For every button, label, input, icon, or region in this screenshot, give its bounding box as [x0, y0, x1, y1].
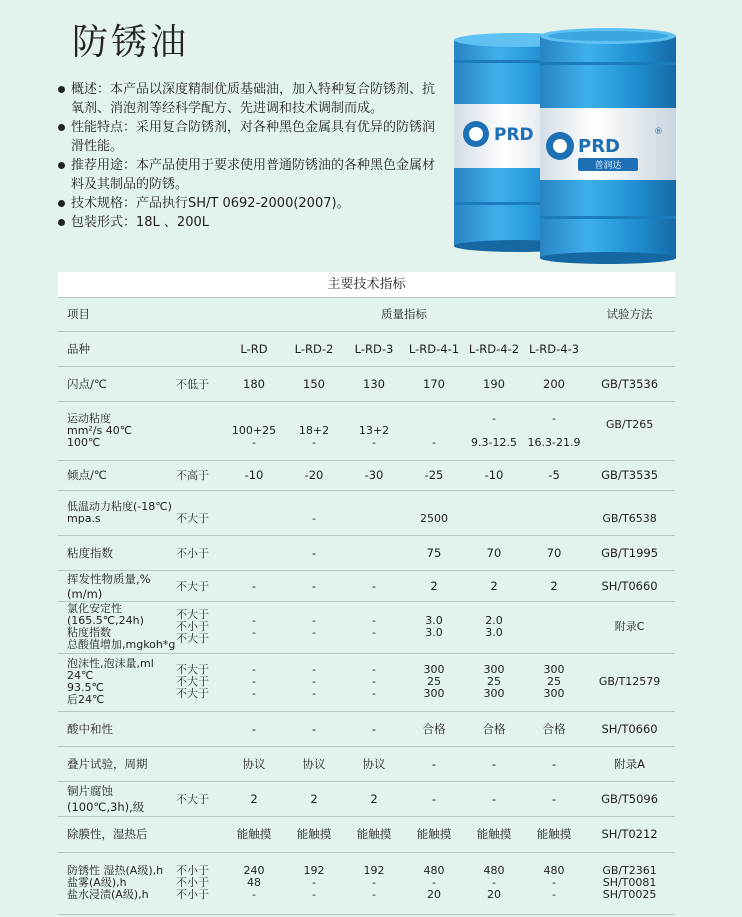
grade-cell: L-RD — [224, 331, 284, 366]
row-value: - — [224, 570, 284, 601]
row-item-label: 倾点/℃ — [58, 460, 176, 490]
row-value: 合格 — [404, 711, 464, 746]
drum-front — [540, 28, 676, 264]
row-test-method: SH/T0212 — [584, 816, 675, 852]
row-condition: 不大于 — [176, 570, 224, 601]
row-value: 2.0 3.0 — [464, 601, 524, 653]
product-image-oil-drums — [448, 20, 678, 264]
row-value: 192 - - — [344, 852, 404, 914]
row-value: - — [404, 781, 464, 816]
row-test-method: 附录C — [584, 601, 675, 653]
row-value: 480 - 20 — [404, 852, 464, 914]
row-test-method: GB/T5096 — [584, 781, 675, 816]
row-value: 2 — [344, 781, 404, 816]
bullet-spec: 技术规格：产品执行SH/T 0692-2000(2007)。 — [58, 194, 438, 213]
row-value: 能触摸 — [224, 816, 284, 852]
row-value: -30 — [344, 460, 404, 490]
svg-text:普润达: 普润达 — [594, 161, 622, 171]
grade-cell: L-RD-4-3 — [524, 331, 584, 366]
row-value: - — [524, 746, 584, 781]
row-value: 2 — [464, 570, 524, 601]
svg-text:PRD: PRD — [494, 125, 534, 145]
row-value: 能触摸 — [344, 816, 404, 852]
table-row — [58, 816, 675, 852]
table-row — [58, 401, 675, 460]
row-value: - - - — [224, 653, 284, 711]
row-test-method: SH/T0660 — [584, 570, 675, 601]
bullet-dot — [58, 162, 65, 169]
row-test-method: GB/T12579 — [584, 653, 675, 711]
bullet-usage: 推荐用途：本产品使用于要求使用普通防锈油的各种黑色金属材料及其制品的防锈。 — [58, 156, 438, 194]
row-value: - — [284, 711, 344, 746]
row-value: - — [404, 401, 464, 460]
row-value: - - — [284, 601, 344, 653]
bullet-dot — [58, 200, 65, 207]
row-item-label: 氯化安定性(165.5℃,24h) 粘度指数 总酸值增加,mgkoh*g — [58, 601, 176, 653]
row-value: - 9.3-12.5 — [464, 401, 524, 460]
row-value: - — [464, 781, 524, 816]
row-value: 180 — [224, 366, 284, 401]
row-test-method: GB/T6538 — [584, 490, 675, 535]
product-description — [58, 80, 438, 232]
row-value: - — [464, 746, 524, 781]
row-value: 协议 — [344, 746, 404, 781]
page-title: 防锈油 — [72, 22, 190, 63]
row-condition — [176, 746, 224, 781]
row-condition: 不小于 不小于 不小于 — [176, 852, 224, 914]
row-value: 70 — [524, 535, 584, 570]
row-test-method: GB/T1995 — [584, 535, 675, 570]
row-value: - - - — [344, 653, 404, 711]
table-row — [58, 570, 675, 601]
grade-cell: L-RD-4-1 — [404, 331, 464, 366]
table-caption: 主要技术指标 — [58, 272, 675, 298]
row-value: - — [524, 781, 584, 816]
row-value: -10 — [464, 460, 524, 490]
table-row — [58, 653, 675, 711]
row-condition: 不低于 — [176, 366, 224, 401]
row-test-method: GB/T265 — [584, 401, 675, 460]
row-value: - - - — [284, 653, 344, 711]
row-test-method: GB/T2361 SH/T0081 SH/T0025 — [584, 852, 675, 914]
row-value: 480 - - — [524, 852, 584, 914]
row-value: 190 — [464, 366, 524, 401]
table-row — [58, 490, 675, 535]
row-item-label: 叠片试验，周期 — [58, 746, 176, 781]
row-value: - — [404, 746, 464, 781]
header-quality: 质量指标 — [224, 298, 584, 331]
grade-cell: L-RD-3 — [344, 331, 404, 366]
tech-spec-table — [58, 272, 675, 915]
table-row — [58, 460, 675, 490]
row-value: 能触摸 — [464, 816, 524, 852]
spec-table — [58, 298, 675, 915]
row-value: 130 — [344, 366, 404, 401]
row-condition: 不高于 — [176, 460, 224, 490]
row-value: 2 — [224, 781, 284, 816]
row-condition — [176, 711, 224, 746]
row-value: -5 — [524, 460, 584, 490]
row-item-label: 低温动力粘度(-18℃) mpa.s — [58, 490, 176, 535]
row-value: 150 — [284, 366, 344, 401]
row-value: 能触摸 — [284, 816, 344, 852]
row-value: 240 48 - — [224, 852, 284, 914]
header-method: 试验方法 — [584, 298, 675, 331]
row-value: 480 - 20 — [464, 852, 524, 914]
table-row — [58, 746, 675, 781]
row-condition — [176, 401, 224, 460]
svg-text:PRD: PRD — [578, 136, 620, 157]
row-value: 协议 — [224, 746, 284, 781]
row-item-label: 运动粘度 mm²/s 40℃ 100℃ — [58, 401, 176, 460]
row-value: 2 — [404, 570, 464, 601]
row-value — [224, 490, 284, 535]
bullet-features: 性能特点：采用复合防锈剂，对各种黑色金属具有优异的防锈润滑性能。 — [58, 118, 438, 156]
row-value: - — [284, 570, 344, 601]
row-value: - — [284, 535, 344, 570]
row-item-label: 除膜性，湿热后 — [58, 816, 176, 852]
row-value — [464, 490, 524, 535]
row-condition: 不大于 不小于 不大于 — [176, 601, 224, 653]
table-row — [58, 601, 675, 653]
row-value: - — [344, 570, 404, 601]
row-value — [344, 535, 404, 570]
row-value: 75 — [404, 535, 464, 570]
row-value: 170 — [404, 366, 464, 401]
row-condition: 不小于 — [176, 535, 224, 570]
grades-label: 品种 — [58, 331, 224, 366]
row-value — [344, 490, 404, 535]
row-condition: 不大于 不大于 不大于 — [176, 653, 224, 711]
bullet-packaging: 包装形式：18L 、200L — [58, 213, 438, 232]
row-value: 3.0 3.0 — [404, 601, 464, 653]
row-value: 300 25 300 — [464, 653, 524, 711]
bullet-dot — [58, 219, 65, 226]
row-condition: 不大于 — [176, 490, 224, 535]
bullet-dot — [58, 86, 65, 93]
row-value: 200 — [524, 366, 584, 401]
row-value: - 16.3-21.9 — [524, 401, 584, 460]
row-value — [524, 490, 584, 535]
row-item-label: 挥发性物质量,%(m/m) — [58, 570, 176, 601]
row-value: 合格 — [524, 711, 584, 746]
table-row — [58, 535, 675, 570]
row-item-label: 泡沫性,泡沫量,ml 24℃ 93.5℃ 后24℃ — [58, 653, 176, 711]
row-value: 协议 — [284, 746, 344, 781]
row-value: 13+2 - — [344, 401, 404, 460]
table-row — [58, 366, 675, 401]
grade-cell: L-RD-2 — [284, 331, 344, 366]
row-value — [224, 535, 284, 570]
row-value: 2500 — [404, 490, 464, 535]
row-value: 300 25 300 — [404, 653, 464, 711]
svg-text:®: ® — [654, 127, 663, 137]
row-value: - - — [344, 601, 404, 653]
row-value: - — [284, 490, 344, 535]
header-item: 项目 — [58, 298, 224, 331]
row-value: -25 — [404, 460, 464, 490]
row-value: 300 25 300 — [524, 653, 584, 711]
row-value: 合格 — [464, 711, 524, 746]
row-condition: 不大于 — [176, 781, 224, 816]
row-value: - - — [224, 601, 284, 653]
grades-row — [58, 331, 675, 366]
row-value: 18+2 - — [284, 401, 344, 460]
bullet-overview: 概述：本产品以深度精制优质基础油，加入特种复合防锈剂、抗氧剂、消泡剂等经科学配方、先进调和技术调制而成。 — [58, 80, 438, 118]
row-value: 192 - - — [284, 852, 344, 914]
row-item-label: 粘度指数 — [58, 535, 176, 570]
row-test-method: GB/T3536 — [584, 366, 675, 401]
row-condition — [176, 816, 224, 852]
row-value — [524, 601, 584, 653]
bullet-dot — [58, 124, 65, 131]
grade-cell: L-RD-4-2 — [464, 331, 524, 366]
row-value: 2 — [284, 781, 344, 816]
row-value: 2 — [524, 570, 584, 601]
row-item-label: 酸中和性 — [58, 711, 176, 746]
oil-drums-illustration — [448, 20, 678, 264]
table-row — [58, 711, 675, 746]
row-value: 70 — [464, 535, 524, 570]
table-row — [58, 852, 675, 914]
row-item-label: 铜片腐蚀(100℃,3h),级 — [58, 781, 176, 816]
row-value: -20 — [284, 460, 344, 490]
row-test-method: 附录A — [584, 746, 675, 781]
row-item-label: 闪点/℃ — [58, 366, 176, 401]
table-row — [58, 781, 675, 816]
row-value: 能触摸 — [524, 816, 584, 852]
row-value: 能触摸 — [404, 816, 464, 852]
row-test-method: SH/T0660 — [584, 711, 675, 746]
row-value: 100+25 - — [224, 401, 284, 460]
table-header-row — [58, 298, 675, 331]
row-item-label: 防锈性 湿热(A级),h 盐雾(A级),h 盐水浸渍(A级),h — [58, 852, 176, 914]
row-value: -10 — [224, 460, 284, 490]
row-value: - — [344, 711, 404, 746]
row-value: - — [224, 711, 284, 746]
row-test-method: GB/T3535 — [584, 460, 675, 490]
